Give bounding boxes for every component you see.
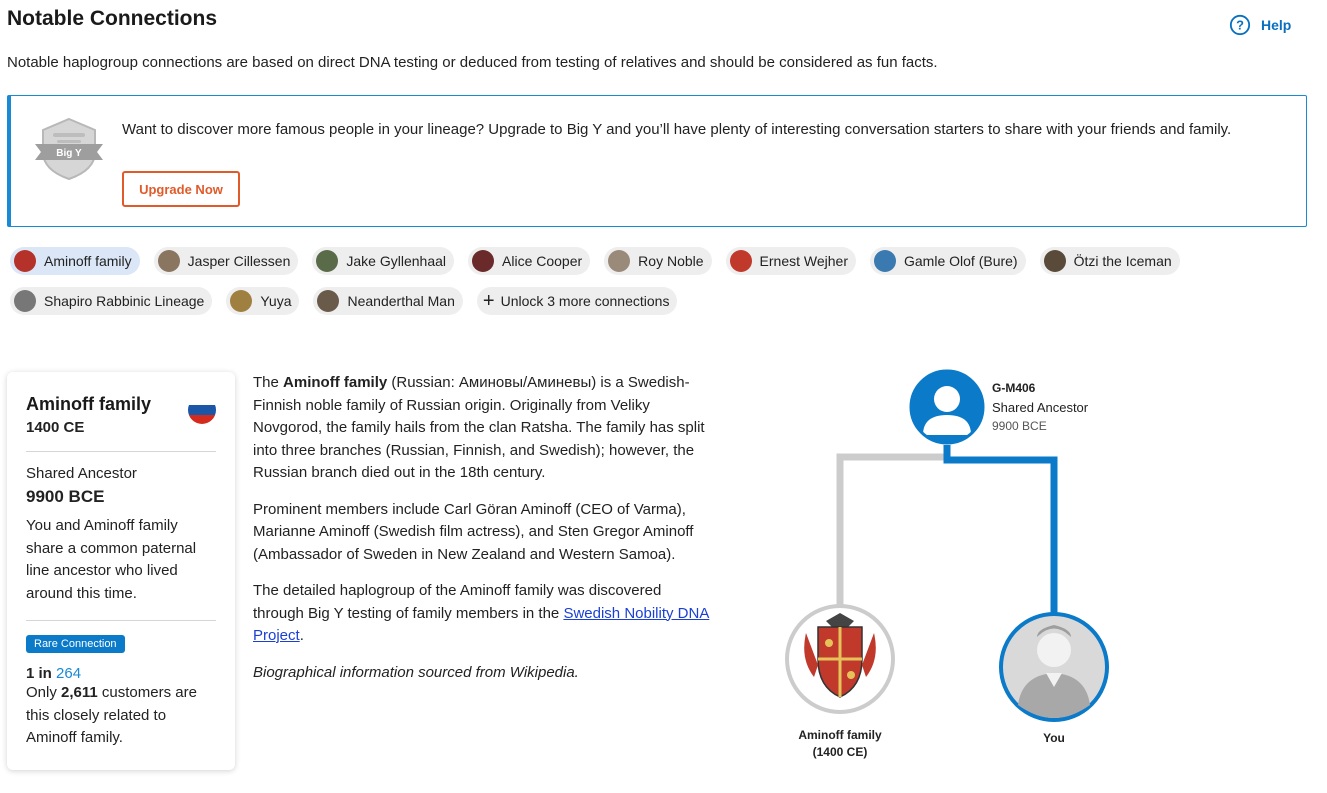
avatar-icon — [14, 250, 36, 272]
help-label: Help — [1261, 17, 1292, 33]
tree-you-label: You — [1043, 731, 1065, 745]
connections-row — [10, 247, 1210, 275]
upgrade-now-button[interactable]: Upgrade Now — [122, 171, 240, 207]
bio-the: The — [253, 374, 279, 391]
connection-chip[interactable] — [154, 247, 299, 275]
ratio-text — [26, 665, 216, 682]
haplogroup-label: G-M406 — [992, 381, 1036, 395]
avatar-icon — [874, 250, 896, 272]
bio-paragraph — [253, 372, 713, 485]
badge-text: Big Y — [56, 148, 82, 159]
bio-name: Aminoff family — [283, 374, 388, 391]
russia-flag-icon — [188, 396, 216, 424]
chip-label: Yuya — [260, 293, 292, 309]
intro-text: Notable haplogroup connections are based on direct DNA testing or deduced from testing of relatives and should be considered as fun facts. — [7, 54, 938, 71]
avatar-icon — [608, 250, 630, 272]
avatar-icon — [158, 250, 180, 272]
divider — [26, 620, 216, 621]
only-word: Only — [26, 684, 57, 701]
connection-chip[interactable] — [726, 247, 856, 275]
help-icon — [1229, 14, 1251, 36]
tree-branch-blue — [947, 445, 1054, 615]
shared-ancestor-value: 9900 BCE — [26, 487, 105, 506]
big-y-badge-icon — [33, 116, 105, 182]
tree-ancestor-year: 9900 BCE — [992, 419, 1047, 433]
connection-chip[interactable] — [313, 287, 462, 315]
bio-rest: (Russian: Аминовы/Аминевы) is a Swedish-Finnish noble family of Russian origin. Originally from Veliky Novgorod, the family hails from the clan Ratsha. The family has split into three branches (Russian, Finnish, and Swedish); however, the Russian branch died out in the 18th century. — [253, 374, 705, 481]
svg-text:?: ? — [1236, 17, 1244, 33]
unlock-label: Unlock 3 more connections — [500, 293, 670, 309]
card-name: Aminoff family — [26, 394, 152, 414]
avatar-icon — [230, 290, 252, 312]
chip-label: Aminoff family — [44, 253, 132, 269]
shared-ancestor-label: Shared Ancestor — [26, 465, 137, 482]
connection-chip[interactable] — [604, 247, 711, 275]
divider — [26, 451, 216, 452]
bio-p3-start: The detailed haplogroup of the Aminoff family was discovered through Big Y testing of family members in the — [253, 582, 662, 622]
connections-list — [10, 247, 1210, 327]
ratio-number: 264 — [56, 665, 82, 682]
card-year: 1400 CE — [26, 419, 85, 436]
plus-icon: + — [482, 290, 495, 312]
avatar-icon — [316, 250, 338, 272]
tree-branch-gray — [840, 457, 947, 610]
connection-card — [7, 372, 235, 770]
tree-left-year: (1400 CE) — [812, 745, 868, 759]
customers-text — [26, 682, 216, 750]
chip-label: Jake Gyllenhaal — [346, 253, 447, 269]
connection-chip[interactable] — [468, 247, 590, 275]
biography — [253, 372, 713, 698]
upgrade-banner — [7, 95, 1307, 227]
shared-ancestor-description: You and Aminoff family share a common paternal line ancestor who lived around this time. — [26, 517, 197, 602]
rare-connection-badge: Rare Connection — [26, 635, 125, 653]
bio-p3-end: . — [299, 627, 304, 644]
ratio-one: 1 — [26, 665, 35, 682]
page-title: Notable Connections — [7, 7, 218, 30]
swedish-nobility-project-link[interactable]: Swedish Nobility DNA Project — [253, 604, 710, 644]
connection-chip[interactable] — [226, 287, 299, 315]
connection-chip[interactable] — [870, 247, 1026, 275]
connections-row — [10, 287, 1210, 315]
tree-svg — [770, 365, 1170, 775]
connection-chip[interactable] — [10, 287, 212, 315]
connection-chip[interactable] — [312, 247, 454, 275]
coat-of-arms-icon — [787, 606, 893, 712]
bio-paragraph: Prominent members include Carl Göran Aminoff (CEO of Varma), Marianne Aminoff (Swedish film actress), and Sten Gregor Aminoff (Ambassador of Sweden in New Zealand and Western Samoa). — [253, 500, 694, 563]
chip-label: Alice Cooper — [502, 253, 583, 269]
help-link[interactable] — [1229, 14, 1291, 36]
customers-rest: customers are this closely related to Aminoff family. — [26, 684, 197, 746]
you-avatar-icon — [1001, 614, 1107, 720]
chip-label: Shapiro Rabbinic Lineage — [44, 293, 205, 309]
chip-label: Ernest Wejher — [759, 253, 848, 269]
bio-paragraph — [253, 580, 713, 648]
chip-label: Neanderthal Man — [347, 293, 455, 309]
chip-label: Roy Noble — [638, 253, 704, 269]
avatar-icon — [14, 290, 36, 312]
connection-chip[interactable] — [1040, 247, 1180, 275]
avatar-icon — [317, 290, 339, 312]
ancestor-avatar-icon — [911, 371, 983, 443]
upgrade-message: Want to discover more famous people in your lineage? Upgrade to Big Y and you’ll have plenty of interesting conversation starters to share with your friends and family. — [122, 121, 1232, 138]
chip-label: Jasper Cillessen — [187, 253, 291, 269]
tree-shared-ancestor-label: Shared Ancestor — [992, 400, 1089, 415]
ancestry-tree — [770, 365, 1170, 775]
avatar-icon — [730, 250, 752, 272]
tree-left-name: Aminoff family — [798, 728, 882, 742]
chip-label: Gamle Olof (Bure) — [904, 253, 1018, 269]
ratio-in: in — [38, 665, 52, 682]
avatar-icon — [472, 250, 494, 272]
customers-count: 2,611 — [61, 684, 98, 701]
chip-label: Ötzi the Iceman — [1073, 253, 1172, 269]
unlock-more-connections-button[interactable] — [477, 287, 678, 315]
avatar-icon — [1044, 250, 1066, 272]
wiki-source-note: Biographical information sourced from Wikipedia. — [253, 663, 579, 681]
connection-chip[interactable] — [10, 247, 140, 275]
